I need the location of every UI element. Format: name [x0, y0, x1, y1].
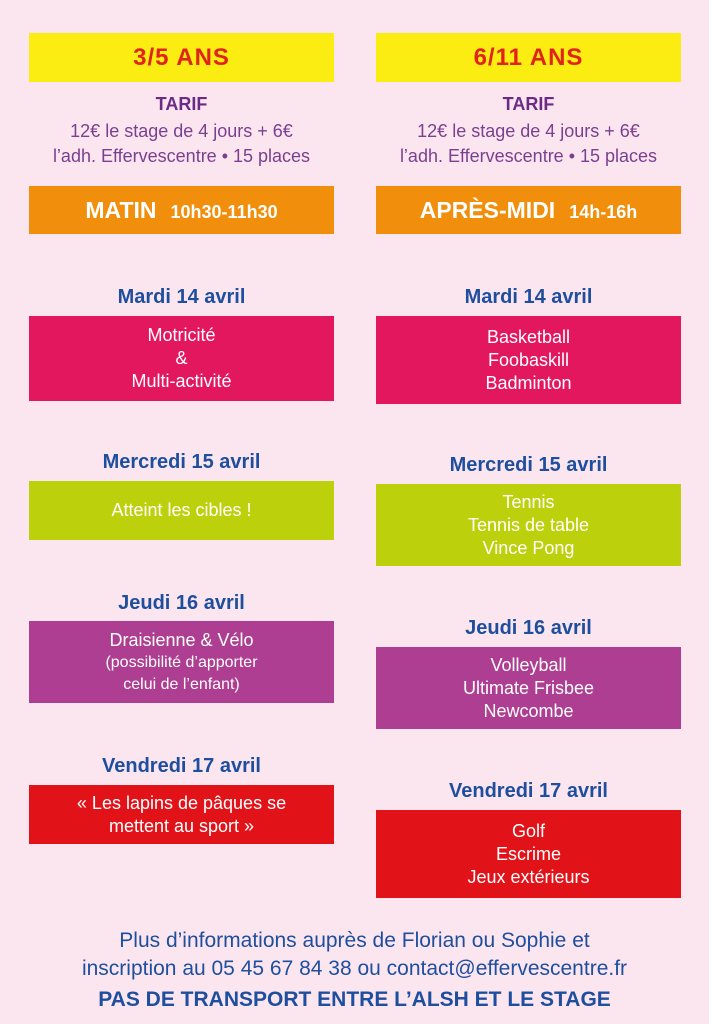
activity-line: Tennis — [502, 491, 555, 512]
day-title-thursday: Jeudi 16 avril — [118, 592, 245, 614]
footer-transport-notice: PAS DE TRANSPORT ENTRE L’ALSH ET LE STAGE — [98, 988, 611, 1011]
tarif-line: 12€ le stage de 4 jours + 6€ — [70, 121, 293, 141]
period-banner — [29, 186, 334, 234]
activity-line: Basketball — [486, 326, 571, 347]
activity-line: Multi-activité — [131, 371, 232, 391]
activity-line: Golf — [511, 820, 545, 841]
activity-box-thursday — [376, 647, 681, 729]
activity-box-tuesday — [376, 316, 681, 404]
day-title-tuesday: Mardi 14 avril — [117, 286, 246, 308]
activity-box-friday — [29, 785, 334, 844]
day-title-wednesday: Mercredi 15 avril — [102, 451, 261, 473]
activity-line: « Les lapins de pâques se — [76, 792, 287, 813]
day-title-friday: Vendredi 17 avril — [449, 780, 608, 802]
activity-box-friday — [376, 810, 681, 898]
activity-line: Escrime — [495, 843, 561, 864]
activity-line: Jeux extérieurs — [467, 866, 590, 887]
tarif-line: 12€ le stage de 4 jours + 6€ — [417, 121, 640, 141]
activity-line: Badminton — [485, 372, 572, 393]
activity-line: Volleyball — [490, 654, 567, 675]
age-banner: 3/5 ANS — [29, 33, 334, 82]
tarif-title: TARIF — [502, 94, 555, 114]
activity-line: mettent au sport » — [108, 815, 255, 836]
tarif-line: l’adh. Effervescentre • 15 places — [399, 146, 658, 166]
age-banner: 6/11 ANS — [376, 33, 681, 82]
activity-line: Atteint les cibles ! — [111, 500, 252, 520]
tarif-line: l’adh. Effervescentre • 15 places — [52, 146, 311, 166]
activity-box-thursday — [29, 621, 334, 703]
activity-line: & — [175, 348, 188, 368]
period-label: MATIN — [85, 197, 157, 223]
activity-line: Vince Pong — [482, 537, 575, 558]
activity-line: Draisienne & Vélo — [109, 629, 254, 650]
tarif-text — [376, 119, 681, 169]
tarif-text — [29, 119, 334, 169]
activity-line: Newcombe — [483, 700, 574, 721]
activity-line: Ultimate Frisbee — [462, 677, 595, 698]
activity-line: Foobaskill — [487, 349, 570, 370]
activity-line: (possibilité d’apporter — [105, 653, 258, 671]
period-banner — [376, 186, 681, 234]
day-title-wednesday: Mercredi 15 avril — [449, 454, 608, 476]
footer-info-line: Plus d’informations auprès de Florian ou Sophie et — [119, 929, 590, 952]
day-title-friday: Vendredi 17 avril — [102, 755, 261, 777]
activity-box-tuesday — [29, 316, 334, 401]
activity-box-wednesday — [29, 481, 334, 540]
period-label: APRÈS-MIDI — [419, 197, 556, 223]
day-title-thursday: Jeudi 16 avril — [465, 617, 592, 639]
activity-line: Tennis de table — [467, 514, 590, 535]
tarif-title: TARIF — [155, 94, 208, 114]
footer-contact-line: inscription au 05 45 67 84 38 ou contact@effervescentre.fr — [81, 957, 628, 980]
period-hours: 10h30-11h30 — [170, 202, 278, 222]
activity-box-wednesday — [376, 484, 681, 566]
day-title-tuesday: Mardi 14 avril — [464, 286, 593, 308]
activity-line: Motricité — [147, 325, 216, 345]
period-hours: 14h-16h — [569, 202, 638, 222]
activity-line: celui de l’enfant) — [123, 675, 240, 693]
